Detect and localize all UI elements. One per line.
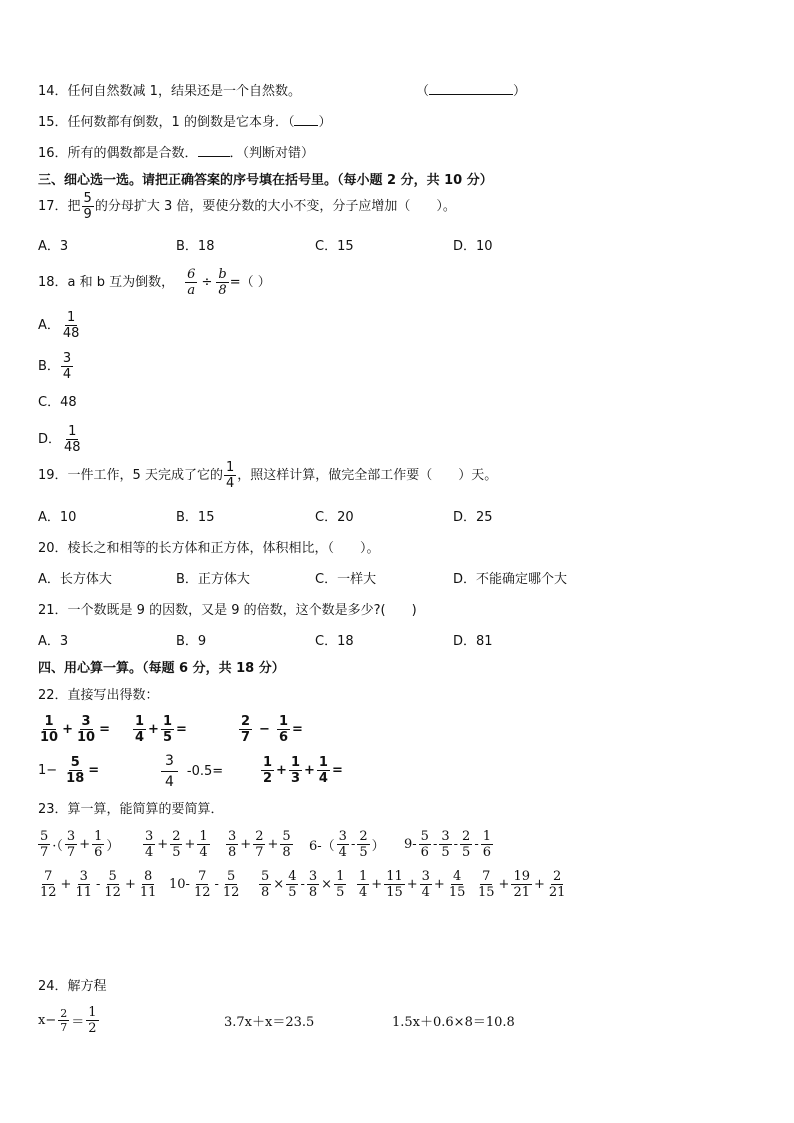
question-16-text: 16．所有的偶数都是合数． — [38, 146, 198, 161]
option-d[interactable]: D． $\frac{1}{48}$ — [38, 424, 81, 455]
expression-22-6: $\frac{1}{2}$ + $\frac{1}{3}$ + $\frac{1}{4}$ = — [263, 755, 343, 786]
expression-23-1: $\frac{5}{7}$ ·（ $\frac{3}{7}$ + $\frac{1}{6}$ ） — [40, 829, 120, 860]
expression-23-4: 6-（ $\frac{3}{4}$ - $\frac{2}{5}$ ） — [309, 829, 385, 860]
section-4-heading: 四、用心算一算。（每题 6 分，共 18 分） — [38, 661, 285, 676]
question-23-title: 23．算一算，能简算的要简算． — [38, 802, 224, 817]
answer-blank[interactable] — [294, 125, 318, 126]
question-20: 20．棱长之和相等的长方体和正方体，体积相比，（ ）。 — [38, 541, 380, 556]
question-24-title: 24．解方程 — [38, 979, 107, 994]
fraction: $\frac{1}{2}$ — [263, 755, 273, 786]
option-d[interactable]: D．25 — [453, 510, 493, 525]
fraction: $\frac{1}{5}$ — [162, 714, 172, 745]
fraction: $\frac{5}{6}$ — [420, 829, 429, 860]
fraction: $\frac{3}{4}$ — [62, 351, 72, 382]
option-d[interactable]: D．不能确定哪个大 — [453, 572, 568, 587]
answer-blank[interactable] — [429, 94, 513, 95]
fraction: $\frac{1}{4}$ — [225, 460, 235, 491]
expression-23-5: 9- $\frac{5}{6}$ - $\frac{3}{5}$ - $\frac{2}{5}$ - $\frac{1}{6}$ — [404, 829, 492, 860]
expression-22-1: $\frac{1}{10}$ + $\frac{3}{10}$ = — [40, 714, 110, 745]
option-b[interactable]: B． $\frac{3}{4}$ — [38, 351, 72, 382]
fraction: $\frac{7}{15}$ — [478, 869, 495, 900]
question-15: 15．任何数都有倒数，1 的倒数是它本身．（ ） — [38, 115, 332, 130]
fraction: $\frac{1}{4}$ — [135, 714, 145, 745]
fraction: $\frac{1}{10}$ — [40, 714, 59, 745]
fraction: $\frac{3}{11}$ — [75, 869, 92, 900]
fraction: $\frac{5}{8}$ — [261, 869, 270, 900]
fraction: $\frac{5}{18}$ — [66, 755, 85, 786]
question-17: 17．把 $\frac{5}{9}$ 的分母扩大 3 倍，要使分数的大小不变，分子应增加（ ）。 — [38, 191, 456, 222]
option-c[interactable]: C．18 — [315, 634, 354, 649]
fraction: $\frac{1}{4}$ — [318, 755, 328, 786]
fraction: $\frac{3}{7}$ — [66, 829, 76, 860]
fraction: $\frac{3}{4}$ — [145, 829, 154, 860]
expression-22-3: $\frac{2}{7}$ − $\frac{1}{6}$ = — [241, 714, 303, 745]
expression-23-7: 10- $\frac{7}{12}$ - $\frac{5}{12}$ — [169, 869, 240, 900]
option-c[interactable]: C．48 — [38, 395, 77, 410]
option-a[interactable]: A．10 — [38, 510, 77, 525]
fraction: $\frac{2}{5}$ — [359, 829, 368, 860]
expression-23-9: $\frac{1}{4}$ + $\frac{11}{15}$ + $\frac{3}{4}$ + $\frac{4}{15}$ — [359, 869, 466, 900]
fraction: $\frac{5}{9}$ — [83, 191, 92, 222]
option-a[interactable]: A．长方体大 — [38, 572, 112, 587]
option-a[interactable]: A． $\frac{1}{48}$ — [38, 310, 80, 341]
option-a[interactable]: A．3 — [38, 239, 69, 254]
fraction: $\frac{2}{21}$ — [548, 869, 566, 900]
expression-23-2: $\frac{3}{4}$ + $\frac{2}{5}$ + $\frac{1}{4}$ — [145, 829, 208, 860]
fraction: $\frac{3}{5}$ — [441, 829, 450, 860]
expression-22-4: 1− $\frac{5}{18}$ = — [38, 755, 100, 786]
expression-23-8: $\frac{5}{8}$ × $\frac{4}{5}$ - $\frac{3}{8}$ × $\frac{1}{5}$ — [261, 869, 345, 900]
fraction: $\frac{5}{12}$ — [104, 869, 121, 900]
fraction: $\frac{1}{6}$ — [482, 829, 492, 860]
fraction: $\frac{2}{5}$ — [172, 829, 181, 860]
question-14-text: 14．任何自然数减 1，结果还是一个自然数。 — [38, 84, 301, 99]
fraction: $\frac{19}{21}$ — [513, 869, 530, 900]
question-16: 16．所有的偶数都是合数． ．（判断对错） — [38, 146, 315, 161]
fraction: $\frac{1}{6}$ — [94, 829, 103, 860]
fraction: $\frac{5}{8}$ — [282, 829, 291, 860]
expression-23-6: $\frac{7}{12}$ + $\frac{3}{11}$ - $\frac{5}{12}$ + $\frac{8}{11}$ — [40, 869, 157, 900]
fraction: $\frac{4}{15}$ — [448, 869, 466, 900]
question-14-answer[interactable]: （ ） — [416, 84, 527, 99]
question-14 — [38, 83, 301, 101]
fraction: $\frac{3}{8}$ — [228, 829, 237, 860]
fraction: $\frac{7}{12}$ — [40, 869, 57, 900]
option-b[interactable]: B．9 — [176, 634, 207, 649]
fraction: $\frac{11}{15}$ — [386, 869, 403, 900]
fraction: $\frac{1}{6}$ — [278, 714, 288, 745]
question-15-text: 15．任何数都有倒数，1 的倒数是它本身．（ — [38, 115, 295, 130]
expression-22-5: $\frac{3}{4}$ -0.5= — [160, 754, 224, 789]
fraction: $\frac{3}{4}$ — [421, 869, 430, 900]
fraction: $\frac{2}{7}$ — [60, 1007, 68, 1034]
fraction: $\frac{2}{7}$ — [241, 714, 251, 745]
fraction: $\frac{1}{3}$ — [290, 755, 300, 786]
fraction: $\frac{7}{12}$ — [193, 869, 211, 900]
option-d[interactable]: D．81 — [453, 634, 493, 649]
fraction: $\frac{5}{7}$ — [40, 829, 49, 860]
question-22-title: 22．直接写出得数： — [38, 688, 159, 703]
option-c[interactable]: C．一样大 — [315, 572, 377, 587]
fraction: $\frac{1}{5}$ — [336, 869, 345, 900]
fraction: $\frac{6}{a}$ — [187, 267, 196, 298]
option-c[interactable]: C．15 — [315, 239, 354, 254]
fraction: $\frac{3}{4}$ — [161, 754, 178, 789]
equation-24-3: 1.5x＋0.6×8＝10.8 — [392, 1015, 515, 1030]
fraction: $\frac{3}{8}$ — [308, 869, 318, 900]
fraction: $\frac{1}{4}$ — [199, 829, 208, 860]
option-c[interactable]: C．20 — [315, 510, 354, 525]
fraction: $\frac{2}{7}$ — [255, 829, 264, 860]
fraction: $\frac{5}{12}$ — [222, 869, 240, 900]
expression-23-10: $\frac{7}{15}$ + $\frac{19}{21}$ + $\frac{2}{21}$ — [478, 869, 566, 900]
fraction: $\frac{1}{4}$ — [359, 869, 368, 900]
fraction: $\frac{b}{8}$ — [218, 267, 227, 298]
equation-24-1: x− $\frac{2}{7}$ ＝ $\frac{1}{2}$ — [38, 1005, 97, 1036]
section-3-heading: 三、细心选一选。请把正确答案的序号填在括号里。（每小题 2 分，共 10 分） — [38, 173, 493, 188]
expression-22-2: $\frac{1}{4}$ + $\frac{1}{5}$ = — [135, 714, 187, 745]
fraction: $\frac{4}{5}$ — [288, 869, 297, 900]
fraction: $\frac{1}{48}$ — [64, 424, 81, 455]
fraction: $\frac{3}{4}$ — [338, 829, 347, 860]
fraction: $\frac{2}{5}$ — [462, 829, 471, 860]
question-21: 21．一个数既是 9 的因数，又是 9 的倍数，这个数是多少?( ) — [38, 603, 417, 618]
question-18: 18．a 和 b 互为倒数， $\frac{6}{a}$ ÷ $\frac{b}{8}$ =（ ） — [38, 267, 271, 298]
fraction: $\frac{8}{11}$ — [139, 869, 157, 900]
fraction: $\frac{1}{48}$ — [62, 310, 80, 341]
question-19: 19．一件工作，5 天完成了它的 $\frac{1}{4}$ ，照这样计算，做完全部工作要（ ）天。 — [38, 460, 498, 491]
option-b[interactable]: B．正方体大 — [176, 572, 250, 587]
option-b[interactable]: B．15 — [176, 510, 215, 525]
option-b[interactable]: B．18 — [176, 239, 215, 254]
option-d[interactable]: D．10 — [453, 239, 493, 254]
fraction: $\frac{1}{2}$ — [88, 1005, 97, 1036]
option-a[interactable]: A．3 — [38, 634, 69, 649]
fraction: $\frac{3}{10}$ — [77, 714, 96, 745]
equation-24-2: 3.7x＋x＝23.5 — [224, 1015, 315, 1030]
expression-23-3: $\frac{3}{8}$ + $\frac{2}{7}$ + $\frac{5}{8}$ — [228, 829, 291, 860]
answer-blank[interactable] — [198, 156, 230, 157]
